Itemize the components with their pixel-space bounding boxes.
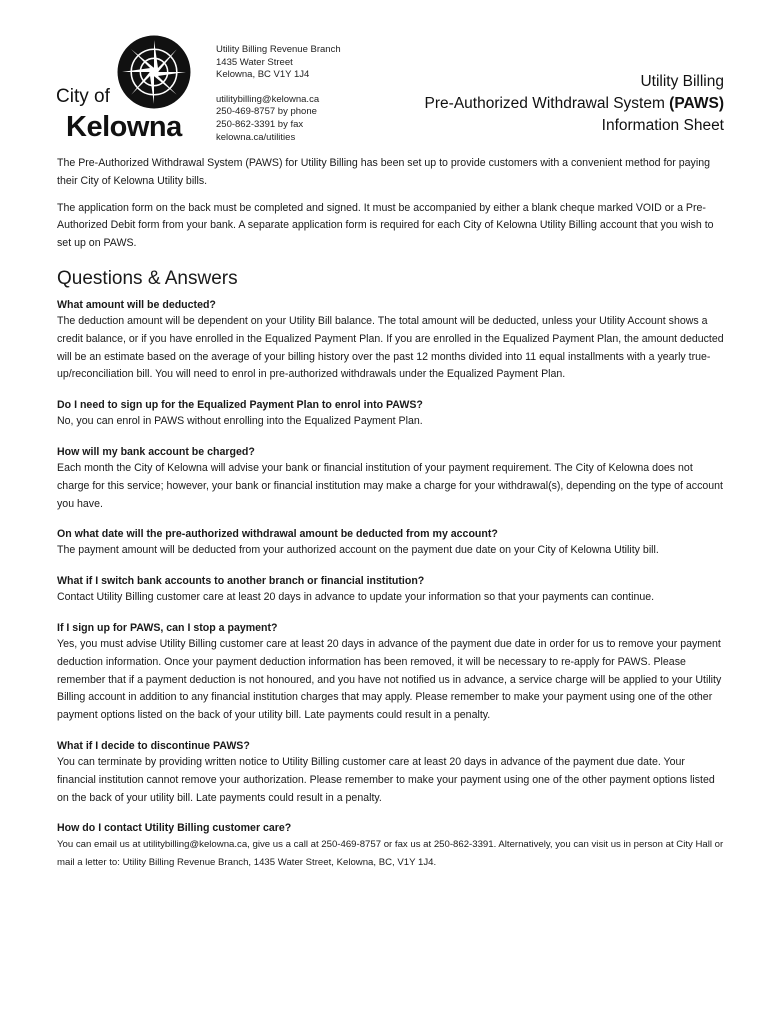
document-body [57, 155, 725, 872]
answer-4: The payment amount will be deducted from your authorized account on the payment due date on your City of Kelowna Utility bill. [57, 544, 659, 557]
answer-8: You can email us at utilitybilling@kelowna.ca, give us a call at 250-469-8757 or fax us at 250-862-3391. Alternatively, you can visit us in person at City Hall or mail a letter to: Utility Billing Revenue Branch, 1435 Water Street, Kelowna, BC, V1Y 1J4. [57, 839, 724, 869]
question-8: How do I contact Utility Billing customer care? [57, 822, 292, 835]
city-emblem-icon [116, 34, 192, 110]
intro-paragraph-2: The application form on the back must be completed and signed. It must be accompanied by either a blank cheque marked VOID or a Pre-Authorized Debit form from your bank. A separate application form is required for each City of Kelowna Utility Billing account that you wish to set up on PAWS. [57, 201, 714, 250]
question-3: How will my bank account be charged? [57, 445, 255, 458]
answer-5: Contact Utility Billing customer care at least 20 days in advance to update your information so that your payments can continue. [57, 591, 655, 604]
branch-address [216, 44, 341, 144]
address-line-2: 1435 Water Street [216, 56, 293, 68]
title-line-1: Utility Billing [640, 73, 724, 90]
city-logo [54, 34, 204, 144]
title-acronym: (PAWS) [669, 95, 724, 112]
intro-paragraph-1: The Pre-Authorized Withdrawal System (PAWS) for Utility Billing has been set up to provide customers with a convenient method for paying their City of Kelowna Utility bills. [57, 157, 710, 187]
title-line-3: Information Sheet [601, 117, 724, 134]
address-line-3: Kelowna, BC V1Y 1J4 [216, 69, 310, 81]
answer-2: No, you can enrol in PAWS without enrolling into the Equalized Payment Plan. [57, 415, 423, 428]
question-6: If I sign up for PAWS, can I stop a payment? [57, 621, 278, 634]
question-5: What if I switch bank accounts to another branch or financial institution? [57, 575, 425, 588]
contact-email: utilitybilling@kelowna.ca [216, 93, 320, 105]
answer-7: You can terminate by providing written notice to Utility Billing customer care at least 20 days in advance of the payment due date. Your financial institution cannot remove your authorization. Please remember to make your payment using one of the other payment options listed on the back of your utility bill. Late payments could result in a penalty. [57, 755, 715, 804]
question-2: Do I need to sign up for the Equalized Payment Plan to enrol into PAWS? [57, 399, 423, 412]
question-7: What if I decide to discontinue PAWS? [57, 739, 250, 752]
contact-fax: 250-862-3391 by fax [216, 118, 304, 130]
answer-3: Each month the City of Kelowna will advise your bank or financial institution of your payment requirement. The City of Kelowna does not charge for this service; however, your bank or financial institution may make a charge for your withdrawal(s), depending on the type of account you have. [57, 461, 723, 510]
qa-heading: Questions & Answers [57, 267, 238, 289]
logo-city-of: City of [56, 86, 110, 107]
answer-1: The deduction amount will be dependent on your Utility Bill balance. The total amount will be deducted, unless your Utility Account shows a credit balance, or if you have enrolled in the Equalized Payment Plan. If you are enrolled in the Equalized Payment Plan, the amount deducted will be an estimate based on the average of your billing history over the past 12 months divided into 11 equal installments with a yearly true-up/reconciliation bill. You will need to enrol in pre-authorized withdrawals under the Equalized Payment Plan. [57, 314, 724, 381]
contact-phone: 250-469-8757 by phone [216, 106, 317, 118]
contact-website: kelowna.ca/utilities [216, 131, 296, 143]
document-title [425, 71, 724, 137]
question-4: On what date will the pre-authorized withdrawal amount be deducted from my account? [57, 528, 498, 541]
logo-kelowna: Kelowna [66, 111, 182, 143]
answer-6: Yes, you must advise Utility Billing customer care at least 20 days in advance of the payment due date in order for us to remove your payment deduction information. Once your payment deduction information has been removed, it will be necessary to re-apply for PAWS. Please remember that if a payment deduction is not honoured, and you have not notified us in advance, a service charge will be applied to your Utility Billing account in addition to any financial institution charges that may apply. Please remember to make your payment using one of the other payment options listed on the back of your utility bill. Late payments could result in a penalty. [57, 637, 722, 722]
address-line-1: Utility Billing Revenue Branch [216, 44, 341, 55]
question-1: What amount will be deducted? [57, 298, 216, 311]
title-line-2: Pre-Authorized Withdrawal System (PAWS) [424, 95, 724, 112]
